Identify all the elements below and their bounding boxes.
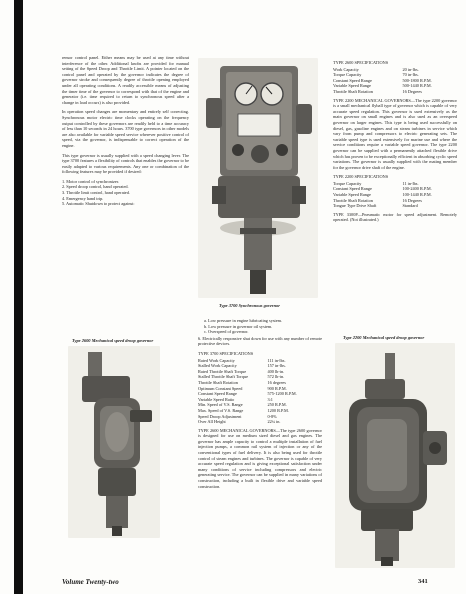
paragraph: rensor control panel. Either means may be used at any time without interference of the other. Additional knobs are provided for manual setting of the Speed Droop and Throttle Limit. A pointer located on the control panel and operated by the governor indicates the degree of governor stroke and consequently degree of throttle opening employed under all operating conditions. A readily accessible means of adjusting the timer time of the governor to correspond with that of the engine and generator (i.e. time required to return to synchronous speed after a change in load occurs) is also provided. (62, 55, 189, 105)
list-item: a. Low pressure in engine lubricating system. (204, 318, 283, 323)
column-middle (198, 318, 322, 493)
photo-type-2600-governor (68, 346, 160, 538)
spec-row: Rated Throttle Shaft Torque 400 lb-in. (198, 368, 285, 374)
spec-title: TYPE 3700 SPECIFICATIONS (198, 350, 254, 356)
spec-row: Tongue Type Drive Shaft Standard (333, 203, 418, 209)
spec-row: Min. Speed of V.S. Range 250 R.P.M. (198, 402, 287, 408)
spec-table-2200 (333, 174, 457, 209)
shutdown-list (198, 318, 322, 335)
caption-type-2600: Type 2600 Mechanical speed droop governor (72, 338, 154, 343)
spec-row: Stalled Work Capacity 157 in-lbs. (198, 363, 286, 369)
spec-row: Torque Capacity 11 in-lbs. (333, 180, 419, 186)
spec-row: Max. Speed of V.S. Range 1200 R.P.M. (198, 407, 289, 413)
paragraph-type-2200: TYPE 2200 MECHANICAL GOVERNORS—The type 2200 governor is a small mechanical flyball type of governor which is capable of very accurate speed regulation. This governor is used extensively as the main governor on small engines and is also used as an overspeed governor on larger engines. This type is being used successfully on diesel, gas, gasoline engines and on steam turbines in service which vary from pump and compressors to electric generating sets. The variable speed type is used extensively for marine use and where the service conditions require a variable speed governor. The type 2200 governor can be supplied with a permanently attached flexible drive which has proven to be exceptionally efficient in absorbing cyclic speed variations. The governor is usually supplied with the mating member for the governor drive shaft of the engine. (333, 97, 458, 170)
spec-row: Stalled Throttle Shaft Torque 572 lb-in. (198, 374, 285, 380)
spec-row: Constant Speed Range 100-2400 R.P.M. (333, 186, 432, 192)
caption-type-3700: Type 3700 Synchronous governor (219, 303, 280, 308)
spec-row: Variable Speed Ratio 3:1 (198, 396, 273, 402)
spec-row: Variable Speed Range 500-1440 R.P.M. (333, 83, 432, 89)
spec-row: Constant Speed Range 575-1200 R.P.M. (198, 391, 297, 397)
list-item-6: 6. Electrically responsive shut down for use with any number of remote protective devices. (198, 335, 322, 347)
spec-row: Variable Speed Range 100-1440 R.P.M. (333, 192, 432, 198)
spec-row: Rated Work Capacity 111 in-lbs. (198, 357, 286, 363)
spec-title: TYPE 2200 SPECIFICATIONS (333, 174, 389, 180)
photo-type-2200-governor (335, 343, 455, 568)
spec-row: Throttle Shaft Rotation 16 degrees (198, 379, 286, 385)
list-item: 5. Automatic Shutdown to protect against: (62, 201, 135, 207)
footer-volume: Volume Twenty-two (62, 578, 119, 586)
column-left (62, 55, 189, 207)
list-item: 2. Speed droop control, hand operated. (62, 184, 129, 190)
spec-row: Constant Speed Range 500-1800 R.P.M. (333, 77, 432, 83)
binding-edge (14, 0, 23, 594)
list-item: 4. Emergency hand trip. (62, 195, 104, 201)
spec-row: Over All Height 22¼ in. (198, 419, 281, 425)
photo-type-3700-governor (198, 58, 318, 298)
column-right (333, 60, 457, 227)
spec-row: Work Capacity 20 in-lbs. (333, 66, 419, 72)
paragraph: In operation speed changes are momentary and entirely self correcting. Synchronous motor electric time clocks operating on the frequency output controlled by these governors are readily held to a time accuracy of less than 10 seconds in 24 hours. 3700 type governors in other models are also available for variable speed service wherever positive control of speed, via the governor, is indispensable to correct operation of the engine. (62, 109, 189, 148)
spec-row: Throttle Shaft Rotation 16 Degrees (333, 197, 422, 203)
spec-row: Optimum Constant Speed 900 R.P.M. (198, 385, 287, 391)
spec-table-3700 (198, 351, 322, 425)
caption-type-2200: Type 2200 Mechanical speed droop governor (343, 335, 425, 340)
spec-row: Torque Capacity 70 in-lbs. (333, 72, 419, 78)
list-item: c. Overspeed of governor. (204, 329, 249, 335)
paragraph: This type governor is usually supplied with a speed changing lever. The type 3700 features a flexibility of controls that enables the governor to be easily adapted to various requirements. Any one or combination of the following features may be provided if desired: (62, 152, 189, 175)
feature-list (62, 179, 189, 207)
page-number: 341 (418, 578, 428, 585)
spec-table-2600 (333, 60, 457, 95)
spec-row: Throttle Shaft Rotation 16 Degrees (333, 88, 422, 94)
spec-row: Speed Droop Adjustment 0-8% (198, 413, 277, 419)
paragraph-type-3300p: TYPE 3300P—Pneumatic motor for speed adjustment. Remotely operated. (Not illustrated.) (333, 211, 457, 223)
paragraph-type-2600: TYPE 2600 MECHANICAL GOVERNORS—The type 2600 governor is designed for use on medium sized diesel and gas engines. The governor has ample capacity to control a multiple installation of fuel injection pumps, a common rail system of injection or any of the conventional types of fuel delivery. It is also being used for throttle control of steam engines and turbines. The governor is capable of very accurate speed regulation and is giving exceptional satisfaction under many conditions of service including compressors and electric generating service. The governor can be supplied in many variations of construction, including a built in flexible drive and variable speed construction. (198, 427, 322, 489)
list-item: 3. Throttle limit control, hand operated. (62, 190, 130, 196)
spec-title: TYPE 2600 SPECIFICATIONS (333, 60, 389, 65)
list-item: b. Low pressure in governor oil system. (204, 323, 273, 329)
list-item: 1. Motor control of synchronizer. (62, 178, 120, 184)
